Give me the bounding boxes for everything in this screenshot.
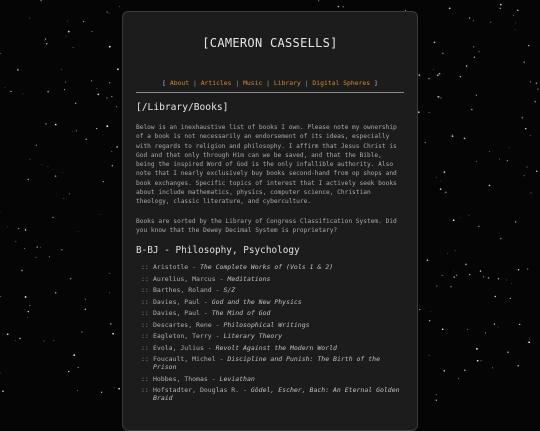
- star: [445, 191, 447, 193]
- star: [44, 40, 45, 41]
- list-bullet: ::: [141, 321, 153, 329]
- book-title: Revolt Against the Modern World: [216, 344, 337, 352]
- list-bullet: ::: [141, 375, 153, 383]
- star: [481, 360, 482, 361]
- star: [469, 215, 470, 216]
- star: [67, 21, 68, 22]
- nav-separator: |: [266, 79, 270, 87]
- star: [28, 179, 29, 180]
- star: [55, 175, 57, 177]
- star: [442, 275, 443, 276]
- star: [109, 292, 110, 293]
- star: [452, 135, 454, 137]
- book-list-item: :: Davies, Paul - God and the New Physics: [141, 298, 404, 306]
- star: [418, 111, 420, 113]
- star: [536, 83, 537, 84]
- star: [419, 309, 420, 310]
- list-bullet: ::: [141, 332, 153, 340]
- star: [495, 296, 496, 297]
- book-author: Foucault, Michel: [153, 355, 216, 363]
- nav-close-bracket: ]: [374, 79, 378, 87]
- star: [453, 219, 455, 221]
- star: [27, 317, 28, 318]
- star: [92, 31, 93, 32]
- star: [8, 227, 9, 228]
- star: [466, 65, 468, 67]
- star: [528, 45, 529, 46]
- star: [73, 354, 75, 356]
- star: [24, 248, 25, 249]
- star: [474, 57, 475, 58]
- star: [101, 392, 102, 393]
- star: [23, 93, 24, 94]
- star: [45, 39, 46, 40]
- nav-link-music[interactable]: Music: [243, 79, 262, 87]
- book-list-item: :: Eagleton, Terry - Literary Theory: [141, 332, 404, 340]
- star: [44, 341, 45, 342]
- star: [440, 97, 441, 98]
- book-title: Leviathan: [220, 375, 255, 383]
- star: [17, 69, 19, 71]
- star: [490, 22, 491, 23]
- star: [528, 342, 529, 343]
- star: [73, 47, 74, 48]
- star: [68, 371, 69, 372]
- star: [442, 53, 443, 54]
- star: [483, 276, 484, 277]
- star: [437, 96, 438, 97]
- book-title: The Complete Works of (Vols 1 & 2): [200, 263, 333, 271]
- star: [511, 283, 512, 284]
- star: [85, 299, 86, 300]
- star: [469, 274, 470, 275]
- star: [499, 159, 500, 160]
- star: [0, 53, 1, 54]
- star: [29, 305, 30, 306]
- star: [85, 309, 86, 310]
- book-list-item: :: Hofstadter, Douglas R. - Gödel, Escher, Bach: An Eternal Golden Braid: [141, 386, 404, 402]
- star: [61, 69, 62, 70]
- main-nav: [136, 79, 404, 87]
- star: [36, 145, 37, 146]
- star: [464, 369, 465, 370]
- star: [64, 89, 65, 90]
- star: [36, 257, 37, 258]
- book-list-item: :: Foucault, Michel - Discipline and Punish: The Birth of the Prison: [141, 355, 404, 371]
- star: [429, 320, 430, 321]
- star: [52, 217, 53, 218]
- star: [106, 125, 108, 127]
- star: [464, 138, 466, 140]
- book-title: Literary Theory: [223, 332, 282, 340]
- star: [469, 17, 471, 19]
- star: [480, 270, 481, 271]
- star: [478, 226, 479, 227]
- star: [442, 329, 444, 331]
- book-list-item: :: Hobbes, Thomas - Leviathan: [141, 375, 404, 383]
- star: [536, 171, 537, 172]
- star: [452, 134, 453, 135]
- star: [500, 238, 502, 240]
- star: [111, 96, 113, 98]
- star: [527, 269, 528, 270]
- classification-note: Books are sorted by the Library of Congress Classification System. Did you know that the Dewey Decimal System is proprietary?: [136, 217, 404, 236]
- star: [521, 117, 523, 119]
- intro-paragraph: Below is an inexhaustive list of books I own. Please note my ownership of a book is not necessarily an endorsement of its ideas, especially with regards to religion and philosophy. I affirm that Jesus Christ is God and that only through Him can we be saved, and that the Bible, being the inspired Word of God is the only infallible authority. Also note that I nearly exclusively buy books second-hand from op shops and book exchanges. Specific topics of interest that I actively seek books about include mathematics, physics, computer science, Christian theology, classic literature, and cyberculture.: [136, 123, 404, 207]
- star: [530, 135, 531, 136]
- star: [116, 146, 118, 148]
- star: [46, 43, 47, 44]
- book-title: Meditations: [227, 275, 270, 283]
- star: [485, 332, 486, 333]
- star: [479, 51, 480, 52]
- star: [72, 131, 73, 132]
- star: [515, 29, 516, 30]
- list-bullet: ::: [141, 309, 153, 317]
- star: [318, 0, 319, 1]
- nav-separator: |: [235, 79, 239, 87]
- star: [110, 323, 112, 325]
- star: [2, 390, 4, 392]
- star: [7, 333, 9, 335]
- star: [434, 42, 436, 44]
- star: [62, 172, 63, 173]
- star: [456, 275, 457, 276]
- star: [530, 81, 531, 82]
- star: [109, 46, 111, 48]
- star: [524, 175, 525, 176]
- star: [64, 198, 65, 199]
- star: [107, 12, 108, 13]
- star: [78, 367, 79, 368]
- star: [517, 9, 519, 11]
- star: [81, 331, 82, 332]
- book-author: Hofstadter, Douglas R.: [153, 386, 239, 394]
- nav-separator: |: [193, 79, 197, 87]
- book-title: Philosophical Writings: [223, 321, 309, 329]
- star: [55, 292, 57, 294]
- star: [506, 280, 507, 281]
- list-bullet: ::: [141, 355, 153, 371]
- star: [30, 159, 31, 160]
- star: [0, 296, 1, 297]
- star: [85, 139, 86, 140]
- star: [534, 101, 536, 103]
- star: [447, 253, 448, 254]
- star: [76, 130, 77, 131]
- list-bullet: ::: [141, 386, 153, 402]
- book-title: God and the New Physics: [212, 298, 302, 306]
- list-bullet: ::: [141, 286, 153, 294]
- star: [510, 298, 511, 299]
- star: [436, 177, 437, 178]
- star: [453, 276, 454, 277]
- star: [507, 160, 508, 161]
- star: [28, 311, 29, 312]
- star: [10, 91, 11, 92]
- star: [117, 68, 119, 70]
- star: [96, 128, 97, 129]
- star: [419, 74, 421, 76]
- star: [499, 7, 501, 9]
- star: [476, 95, 477, 96]
- star: [429, 355, 430, 356]
- star: [15, 241, 16, 242]
- star: [507, 351, 509, 353]
- page-heading: [/Library/Books]: [136, 102, 404, 113]
- star: [75, 103, 76, 104]
- star: [518, 269, 519, 270]
- star: [494, 323, 495, 324]
- divider: [136, 92, 404, 93]
- star: [517, 365, 519, 367]
- star: [78, 231, 79, 232]
- star: [476, 348, 478, 350]
- star: [338, 6, 340, 8]
- content-panel: [122, 11, 418, 431]
- star: [440, 181, 441, 182]
- book-list-item: :: Aristotle - The Complete Works of (Vols 1 & 2): [141, 263, 404, 271]
- star: [436, 400, 437, 401]
- star: [473, 46, 474, 47]
- star: [21, 270, 23, 272]
- star: [425, 142, 426, 143]
- book-title: Gödel, Escher, Bach: An Eternal Golden Braid: [153, 386, 400, 402]
- star: [15, 340, 16, 341]
- star: [489, 151, 490, 152]
- star: [498, 278, 499, 279]
- star: [47, 91, 48, 92]
- nav-link-library[interactable]: Library: [274, 79, 301, 87]
- star: [525, 128, 526, 129]
- star: [114, 387, 115, 388]
- star: [460, 218, 461, 219]
- star: [109, 13, 110, 14]
- list-bullet: ::: [141, 344, 153, 352]
- star: [116, 106, 117, 107]
- star: [45, 123, 46, 124]
- star: [91, 80, 92, 81]
- star: [55, 124, 57, 126]
- star: [537, 88, 538, 89]
- nav-link-digital-spheres[interactable]: Digital Spheres: [312, 79, 370, 87]
- star: [97, 94, 99, 96]
- star: [19, 338, 21, 340]
- star: [427, 259, 428, 260]
- star: [444, 171, 446, 173]
- star: [477, 360, 479, 362]
- star: [458, 378, 459, 379]
- list-bullet: ::: [141, 263, 153, 271]
- star: [103, 181, 104, 182]
- book-author: Descartes, Rene: [153, 321, 212, 329]
- star: [519, 324, 520, 325]
- star: [109, 82, 110, 83]
- book-title: The Mind of God: [212, 309, 271, 317]
- star: [428, 78, 429, 79]
- star: [489, 185, 491, 187]
- list-bullet: ::: [141, 298, 153, 306]
- star: [455, 250, 456, 251]
- star: [40, 247, 41, 248]
- book-author: Davies, Paul: [153, 298, 200, 306]
- book-list: [136, 263, 404, 402]
- star: [465, 264, 467, 266]
- star: [119, 6, 120, 7]
- star: [433, 69, 434, 70]
- star: [436, 286, 437, 287]
- star: [65, 82, 66, 83]
- star: [43, 43, 44, 44]
- book-list-item: :: Evola, Julius - Revolt Against the Modern World: [141, 344, 404, 352]
- star: [460, 76, 461, 77]
- star: [100, 214, 101, 215]
- star: [440, 188, 442, 190]
- book-author: Davies, Paul: [153, 309, 200, 317]
- book-author: Aurelius, Marcus: [153, 275, 216, 283]
- star: [526, 166, 527, 167]
- star: [5, 87, 6, 88]
- star: [488, 277, 490, 279]
- star: [473, 20, 474, 21]
- star: [61, 249, 63, 251]
- star: [83, 21, 84, 22]
- star: [49, 256, 50, 257]
- star: [530, 193, 531, 194]
- book-author: Aristotle: [153, 263, 188, 271]
- star: [36, 246, 38, 248]
- star: [53, 340, 54, 341]
- star: [498, 327, 499, 328]
- star: [515, 23, 516, 24]
- book-title: Discipline and Punish: The Birth of the Prison: [153, 355, 380, 371]
- star: [343, 6, 344, 7]
- star: [97, 88, 98, 89]
- nav-open-bracket: [: [162, 79, 166, 87]
- star: [449, 7, 451, 9]
- star: [68, 31, 70, 33]
- star: [106, 97, 107, 98]
- star: [439, 73, 441, 75]
- book-list-item: :: Descartes, Rene - Philosophical Writings: [141, 321, 404, 329]
- star: [112, 165, 113, 166]
- nav-link-articles[interactable]: Articles: [201, 79, 232, 87]
- star: [112, 333, 114, 335]
- star: [443, 370, 445, 372]
- book-title: S/Z: [223, 286, 235, 294]
- star: [66, 36, 67, 37]
- section-heading: B-BJ - Philosophy, Psychology: [136, 245, 404, 256]
- book-list-item: :: Davies, Paul - The Mind of God: [141, 309, 404, 317]
- star: [429, 112, 430, 113]
- star: [70, 278, 72, 280]
- star: [467, 329, 468, 330]
- star: [515, 221, 516, 222]
- star: [69, 193, 70, 194]
- star: [476, 161, 477, 162]
- star: [436, 394, 437, 395]
- star: [77, 390, 78, 391]
- book-list-item: :: Barthes, Roland - S/Z: [141, 286, 404, 294]
- star: [437, 74, 439, 76]
- star: [40, 0, 41, 1]
- nav-separator: |: [305, 79, 309, 87]
- book-author: Barthes, Roland: [153, 286, 212, 294]
- star: [29, 18, 30, 19]
- star: [454, 270, 455, 271]
- site-title: [CAMERON CASSELLS]: [136, 36, 404, 50]
- star: [18, 228, 19, 229]
- star: [25, 296, 27, 298]
- nav-link-about[interactable]: About: [170, 79, 189, 87]
- list-bullet: ::: [141, 275, 153, 283]
- star: [471, 109, 472, 110]
- star: [109, 273, 110, 274]
- star: [492, 367, 493, 368]
- book-list-item: :: Aurelius, Marcus - Meditations: [141, 275, 404, 283]
- book-author: Evola, Julius: [153, 344, 204, 352]
- star: [528, 341, 530, 343]
- star: [513, 15, 514, 16]
- book-author: Eagleton, Terry: [153, 332, 212, 340]
- star: [509, 147, 510, 148]
- star: [48, 167, 49, 168]
- star: [500, 4, 502, 6]
- star: [25, 229, 27, 231]
- star: [450, 286, 452, 288]
- star: [118, 388, 120, 390]
- book-author: Hobbes, Thomas: [153, 375, 208, 383]
- star: [524, 61, 525, 62]
- star: [111, 151, 112, 152]
- star: [42, 164, 43, 165]
- star: [430, 311, 431, 312]
